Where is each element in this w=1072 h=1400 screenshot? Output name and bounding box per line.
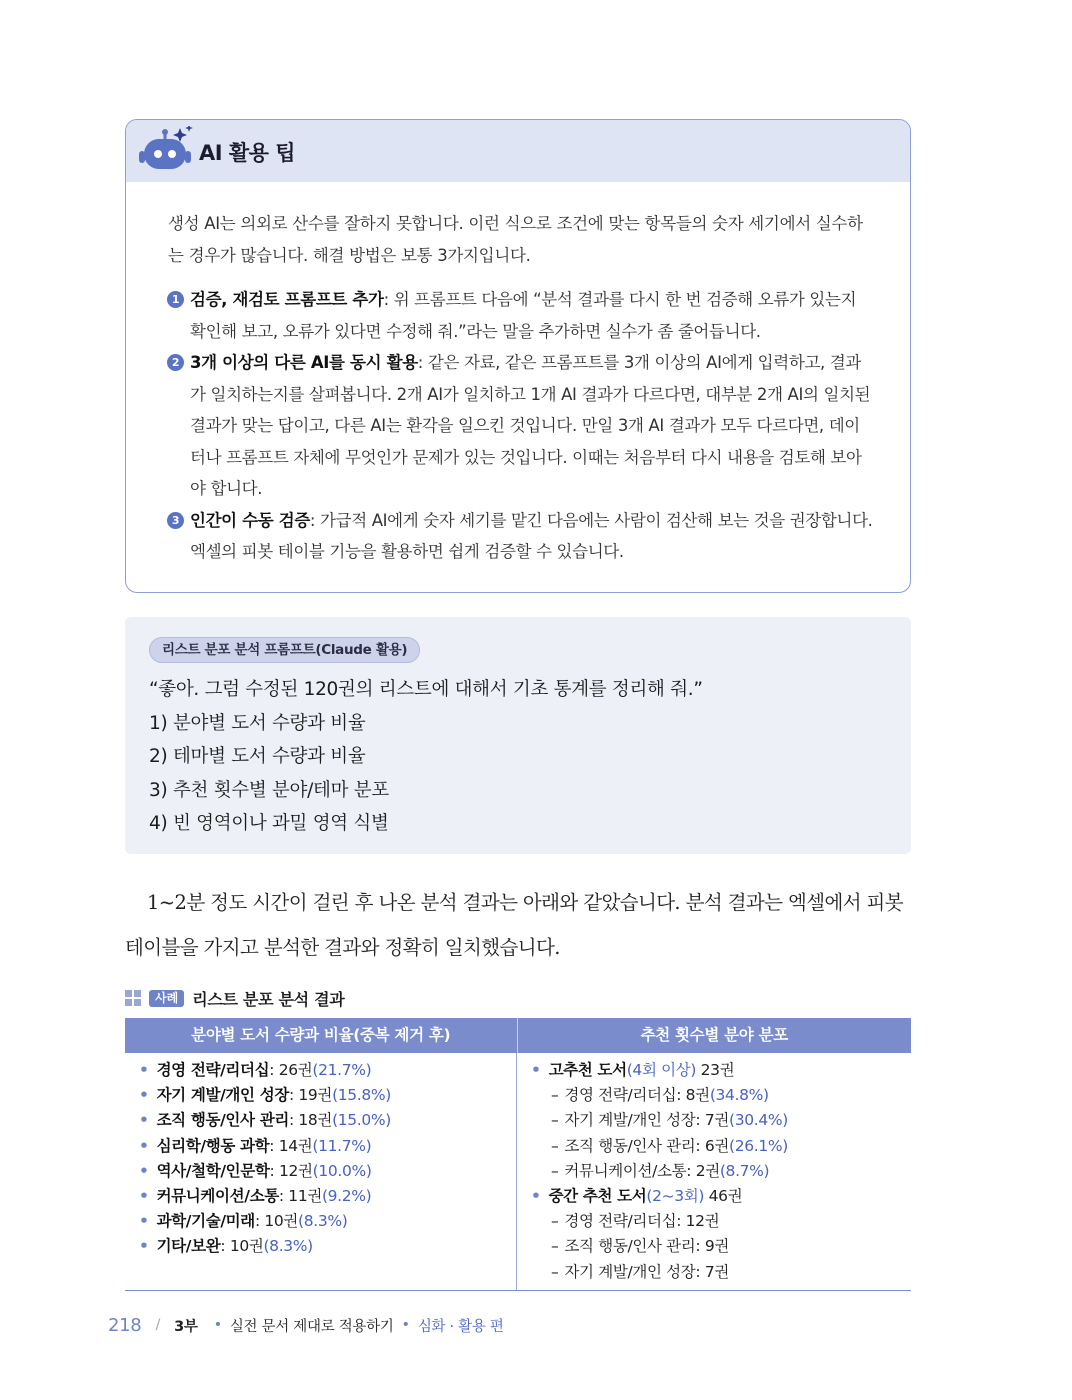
list-subitem: – 조직 행동/인사 관리: 9권 [551,1237,730,1256]
robot-icon [134,126,196,178]
list-subitem: – 경영 전략/리더십: 12권 [551,1212,720,1231]
list-subitem: – 자기 계발/개인 성장: 7권 [551,1262,730,1281]
footer-chapter: 실전 문서 제대로 적용하기 [229,1318,394,1335]
case-caption [125,987,344,1009]
list-subitem: – 커뮤니케이션/소통: 2권(8.7%) [551,1161,770,1180]
table-header [125,1018,911,1053]
prompt-line: “좋아. 그럼 수정된 120권의 리스트에 대해서 기초 통계를 정리해 줘.” [149,679,703,700]
list-subitem: – 자기 계발/개인 성장: 7권(30.4%) [551,1111,788,1130]
table-header-cell: 추천 횟수별 분야 분포 [640,1026,788,1044]
body-paragraph: 1~2분 정도 시간이 걸린 후 나온 분석 결과는 아래와 같았습니다. 분석 결과는 엑셀에서 피봇 테이블을 가지고 분석한 결과와 정확히 일치했습니다. [125,891,904,959]
list-item: • 조직 행동/인사 관리: 18권(15.0%) [139,1111,391,1130]
grid-icon [125,990,141,1006]
number-badge: 1 [167,291,184,308]
prompt-line: 3) 추천 횟수별 분야/테마 분포 [149,779,389,801]
table-column-left [125,1053,517,1290]
prompt-tag: 리스트 분포 분석 프롬프트(Claude 활용) [149,637,420,663]
case-title: 리스트 분포 분석 결과 [192,989,345,1009]
table-column-right [517,1053,911,1290]
list-item: • 기타/보완: 10권(8.3%) [139,1237,313,1256]
ai-tip-list [168,284,874,568]
prompt-lines [149,673,703,841]
number-badge: 3 [167,512,184,529]
list-item: • 고추천 도서(4회 이상) 23권 [531,1061,735,1079]
distribution-table [125,1018,911,1290]
ai-tip-item-text: : 같은 자료, 같은 프롬프트를 3개 이상의 AI에게 입력하고, 결과가 일치하는지를 살펴봅니다. 2개 AI가 일치하고 1개 AI 결과가 다르다면, 대부분 2개 AI의 일치된 결과가 맞는 답이고, 다른 AI는 환각을 일으킨 것입니다. 만일 3개 AI 결과가 모두 다르다면, 데이터나 프롬프트 자체에 무엇인가 문제가 있는 것입니다. 이때는 처음부터 다시 내용을 검토해 보아야 합니다. [190,353,871,498]
list-item: • 역사/철학/인문학: 12권(10.0%) [139,1161,372,1180]
list-item: • 경영 전략/리더십: 26권(21.7%) [139,1061,372,1079]
ai-tip-item-heading: 검증, 재검토 프롬프트 추가 [190,290,384,309]
list-item: • 중간 추천 도서(2~3회) 46권 [531,1187,743,1206]
list-subitem: – 경영 전략/리더십: 8권(34.8%) [551,1086,769,1105]
list-subitem: – 조직 행동/인사 관리: 6권(26.1%) [551,1136,788,1155]
list-item: • 심리학/행동 과학: 14권(11.7%) [139,1136,372,1155]
ai-tip-box [125,119,911,593]
list-item: • 과학/기술/미래: 10권(8.3%) [139,1212,348,1231]
table-header-cell: 분야별 도서 수량과 비율(중복 제거 후) [125,1018,518,1053]
footer-section: 심화 · 활용 편 [417,1318,504,1335]
case-badge: 사례 [149,990,184,1007]
ai-tip-item [168,284,874,347]
ai-tip-intro: 생성 AI는 의외로 산수를 잘하지 못합니다. 이런 식으로 조건에 맞는 항목들의 숫자 세기에서 실수하는 경우가 많습니다. 해결 방법은 보통 3가지입니다. [168,214,863,265]
number-badge: 2 [167,354,184,371]
table-body [125,1053,911,1291]
footer-dot: • [213,1317,222,1333]
prompt-line: 2) 테마별 도서 수량과 비율 [149,746,366,767]
footer-part: 3부 [174,1318,198,1335]
ai-tip-item-text: : 가급적 AI에게 숫자 세기를 맡긴 다음에는 사람이 검산해 보는 것을 권장합니다. 엑셀의 피봇 테이블 기능을 활용하면 쉽게 검증할 수 있습니다. [190,510,873,561]
prompt-box [125,617,911,854]
page-footer [108,1313,504,1337]
ai-tip-item-text: : 위 프롬프트 다음에 “분석 결과를 다시 한 번 검증해 오류가 있는지 확인해 보고, 오류가 있다면 수정해 줘.”라는 말을 추가하면 실수가 좀 줄어듭니다. [190,290,857,341]
ai-tip-title: AI 활용 팁 [199,141,296,165]
ai-tip-header [126,120,910,182]
ai-tip-item [168,505,874,568]
prompt-line: 1) 분야별 도서 수량과 비율 [149,712,366,734]
list-item: • 커뮤니케이션/소통: 11권(9.2%) [139,1187,372,1206]
prompt-line: 4) 빈 영역이나 과밀 영역 식별 [149,813,389,834]
page-number: 218 [108,1314,142,1336]
ai-tip-item-heading: 3개 이상의 다른 AI를 동시 활용 [190,353,418,372]
ai-tip-item [168,347,874,505]
footer-dot: • [401,1317,410,1333]
list-item: • 자기 계발/개인 성장: 19권(15.8%) [139,1086,391,1105]
footer-divider: / [155,1317,161,1333]
ai-tip-item-heading: 인간이 수동 검증 [190,510,310,530]
